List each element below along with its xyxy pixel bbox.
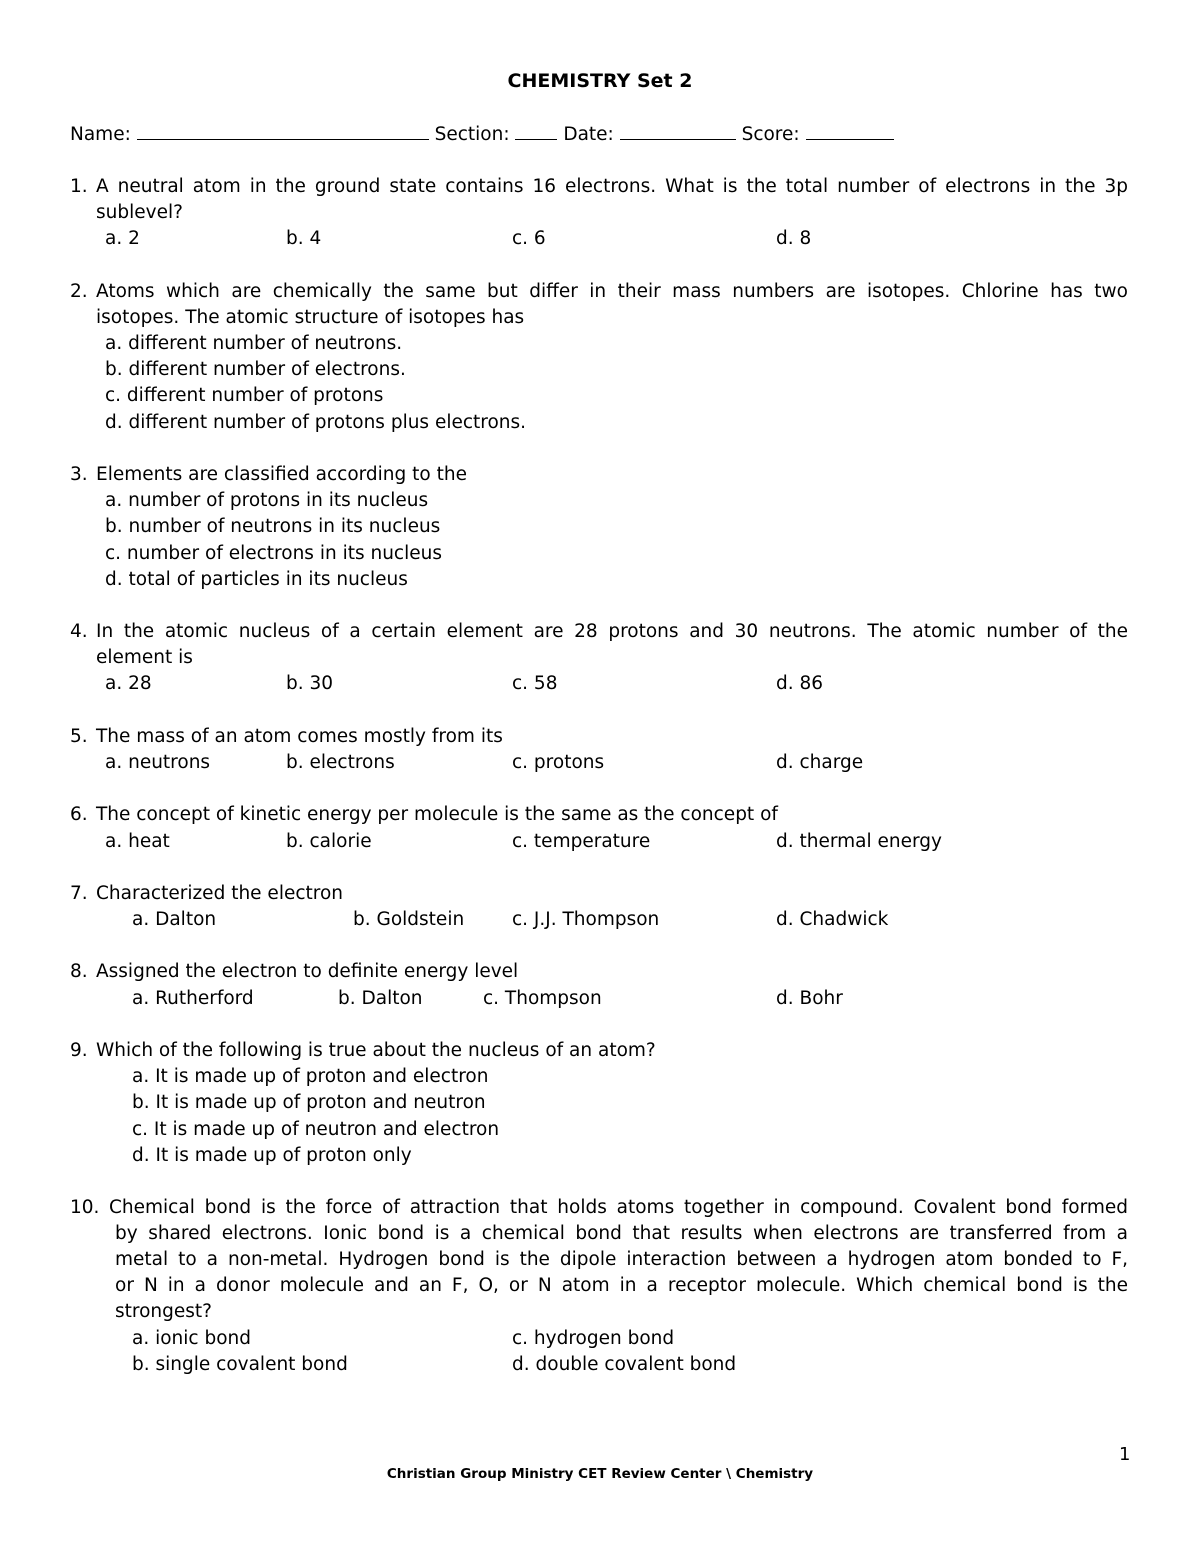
date-field[interactable] — [620, 121, 736, 140]
option-d[interactable]: d. It is made up of proton only — [132, 1145, 412, 1166]
question-text: Elements are classified according to the — [96, 464, 467, 485]
question-number: 9. — [70, 1040, 88, 1061]
page-title: CHEMISTRY Set 2 — [507, 70, 693, 92]
question-text: Chemical bond is the force of attraction that holds atoms together in compound. Covalent bond formed — [109, 1197, 1128, 1218]
option-c[interactable]: c. number of electrons in its nucleus — [105, 543, 442, 564]
option-d[interactable]: d. thermal energy — [776, 831, 942, 852]
option-a[interactable]: a. ionic bond — [132, 1328, 252, 1349]
question-number: 2. — [70, 281, 88, 302]
question-number: 1. — [70, 176, 88, 197]
question-text: In the atomic nucleus of a certain element are 28 protons and 30 neutrons. The atomic number of the — [96, 621, 1128, 642]
option-b[interactable]: b. Goldstein — [353, 909, 465, 930]
option-c[interactable]: c. 58 — [512, 673, 558, 694]
question-text: The mass of an atom comes mostly from its — [96, 726, 503, 747]
score-label: Score: — [741, 124, 800, 145]
option-c[interactable]: c. hydrogen bond — [512, 1328, 675, 1349]
question-text: The concept of kinetic energy per molecule is the same as the concept of — [96, 804, 778, 825]
question-text: strongest? — [115, 1301, 212, 1322]
name-field[interactable] — [137, 121, 429, 140]
option-d[interactable]: d. Chadwick — [776, 909, 889, 930]
score-field[interactable] — [806, 121, 894, 140]
option-b[interactable]: b. Dalton — [338, 988, 423, 1009]
question-text: sublevel? — [96, 202, 183, 223]
question-text: Assigned the electron to definite energy level — [96, 961, 519, 982]
option-d[interactable]: d. 86 — [776, 673, 824, 694]
option-c[interactable]: c. 6 — [512, 228, 546, 249]
question-text: Which of the following is true about the nucleus of an atom? — [96, 1040, 656, 1061]
option-b[interactable]: b. calorie — [286, 831, 372, 852]
question-number: 3. — [70, 464, 88, 485]
question-text: Characterized the electron — [96, 883, 344, 904]
option-b[interactable]: b. number of neutrons in its nucleus — [105, 516, 441, 537]
option-c[interactable]: c. temperature — [512, 831, 651, 852]
question-text: or N in a donor molecule and an F, O, or N atom in a receptor molecule. Which chemical bond is the — [115, 1275, 1128, 1296]
option-b[interactable]: b. 4 — [286, 228, 322, 249]
option-b[interactable]: b. single covalent bond — [132, 1354, 348, 1375]
option-a[interactable]: a. heat — [105, 831, 170, 852]
question-text: element is — [96, 647, 193, 668]
option-b[interactable]: b. electrons — [286, 752, 395, 773]
date-label: Date: — [563, 124, 614, 145]
option-a[interactable]: a. neutrons — [105, 752, 211, 773]
option-c[interactable]: c. J.J. Thompson — [512, 909, 660, 930]
option-d[interactable]: d. 8 — [776, 228, 812, 249]
question-number: 6. — [70, 804, 88, 825]
section-label: Section: — [434, 124, 510, 145]
question-number: 10. — [70, 1197, 100, 1218]
page-number: 1 — [1119, 1444, 1131, 1465]
question-number: 7. — [70, 883, 88, 904]
option-b[interactable]: b. 30 — [286, 673, 334, 694]
question-text: metal to a non-metal. Hydrogen bond is the dipole interaction between a hydrogen atom bonded to F, — [115, 1249, 1128, 1270]
name-label: Name: — [70, 124, 131, 145]
option-b[interactable]: b. It is made up of proton and neutron — [132, 1092, 486, 1113]
question-text: Atoms which are chemically the same but differ in their mass numbers are isotopes. Chlorine has two — [96, 281, 1128, 302]
question-number: 8. — [70, 961, 88, 982]
page-footer: Christian Group Ministry CET Review Center \ Chemistry — [386, 1466, 814, 1482]
option-a[interactable]: a. different number of neutrons. — [105, 333, 403, 354]
option-d[interactable]: d. total of particles in its nucleus — [105, 569, 408, 590]
option-a[interactable]: a. 2 — [105, 228, 140, 249]
option-c[interactable]: c. protons — [512, 752, 605, 773]
question-number: 5. — [70, 726, 88, 747]
option-a[interactable]: a. Rutherford — [132, 988, 254, 1009]
option-a[interactable]: a. number of protons in its nucleus — [105, 490, 429, 511]
question-number: 4. — [70, 621, 88, 642]
option-d[interactable]: d. charge — [776, 752, 864, 773]
option-c[interactable]: c. Thompson — [483, 988, 602, 1009]
option-d[interactable]: d. different number of protons plus electrons. — [105, 412, 527, 433]
option-d[interactable]: d. double covalent bond — [512, 1354, 737, 1375]
option-b[interactable]: b. different number of electrons. — [105, 359, 406, 380]
section-field[interactable] — [515, 121, 557, 140]
question-text: by shared electrons. Ionic bond is a chemical bond that results when electrons are transferred from a — [115, 1223, 1128, 1244]
option-a[interactable]: a. 28 — [105, 673, 152, 694]
option-c[interactable]: c. different number of protons — [105, 385, 384, 406]
option-a[interactable]: a. Dalton — [132, 909, 217, 930]
question-text: isotopes. The atomic structure of isotopes has — [96, 307, 525, 328]
question-text: A neutral atom in the ground state contains 16 electrons. What is the total number of electrons in the 3p — [96, 176, 1128, 197]
option-c[interactable]: c. It is made up of neutron and electron — [132, 1119, 500, 1140]
option-d[interactable]: d. Bohr — [776, 988, 843, 1009]
option-a[interactable]: a. It is made up of proton and electron — [132, 1066, 489, 1087]
header-fields — [70, 121, 894, 148]
